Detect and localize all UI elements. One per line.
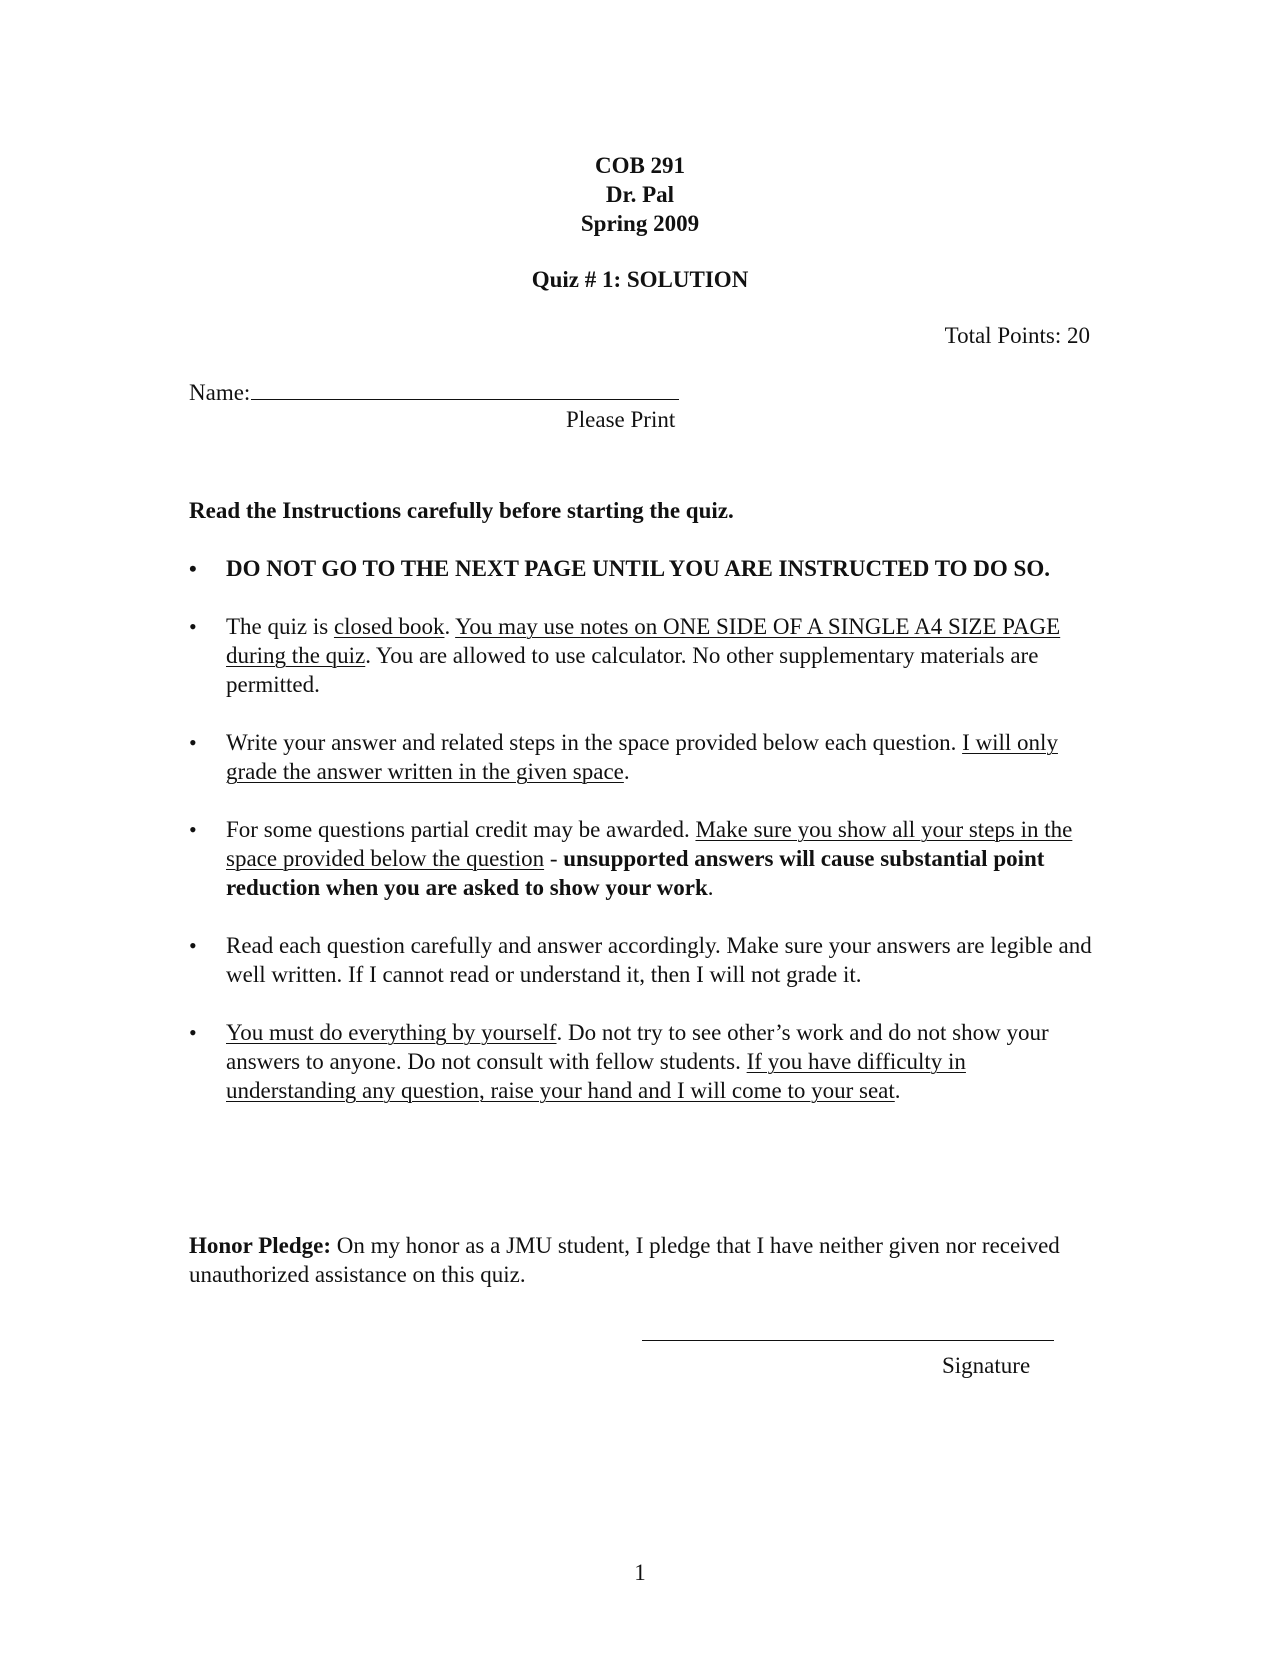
- instruction-text: .: [894, 1078, 901, 1103]
- instruction-text: The quiz is: [226, 614, 334, 639]
- instruction-text: .: [707, 875, 714, 900]
- list-item: [189, 728, 1094, 786]
- instructions-list: [189, 554, 1094, 1134]
- total-points: Total Points: 20: [944, 323, 1090, 348]
- instruction-underline: You must do everything by yourself: [226, 1020, 557, 1045]
- list-item: [189, 815, 1094, 902]
- instruction-text: Write your answer and related steps in the space provided below each question.: [226, 730, 963, 755]
- list-item: [189, 1018, 1094, 1105]
- bullet-icon: •: [189, 556, 197, 581]
- instruction-underline: closed book: [333, 614, 445, 639]
- instruction-underline: Make sure you show all your steps in the space provided below the question: [226, 817, 1073, 871]
- instruction-underline: You may use notes on ONE SIDE OF A SINGLE A4 SIZE PAGE during the quiz: [226, 614, 1061, 668]
- instruction-text: .: [444, 614, 456, 639]
- instruction-text: -: [544, 846, 564, 871]
- bullet-icon: •: [189, 817, 197, 842]
- page-number: 1: [634, 1560, 646, 1585]
- name-row: [189, 377, 679, 407]
- signature-label: Signature: [942, 1353, 1031, 1378]
- name-label: Name:: [189, 380, 251, 405]
- signature-field[interactable]: [642, 1340, 1054, 1341]
- instruction-text: .: [623, 759, 630, 784]
- bullet-icon: •: [189, 614, 197, 639]
- instruction-text: Read each question carefully and answer accordingly. Make sure your answers are legible and well written. If I cannot read or understand it, then I will not grade it.: [226, 933, 1092, 987]
- pledge-label: Honor Pledge:: [189, 1233, 332, 1258]
- instruction-underline: I will only grade the answer written in the given space: [226, 730, 1058, 784]
- list-item: [189, 554, 1094, 583]
- bullet-icon: •: [189, 730, 197, 755]
- list-item: [189, 931, 1094, 989]
- instruction-text: DO NOT GO TO THE NEXT PAGE UNTIL YOU ARE INSTRUCTED TO DO SO.: [226, 556, 1050, 581]
- instruction-text: . You are allowed to use calculator. No other supplementary materials are permitted.: [226, 643, 1039, 697]
- pledge-text: On my honor as a JMU student, I pledge that I have neither given nor received unauthorized assistance on this quiz.: [189, 1233, 1060, 1287]
- please-print-note: Please Print: [566, 407, 676, 432]
- term: Spring 2009: [580, 211, 700, 236]
- honor-pledge: [189, 1231, 1094, 1289]
- quiz-title: Quiz # 1: SOLUTION: [531, 267, 749, 292]
- list-item: [189, 612, 1094, 699]
- instructor-name: Dr. Pal: [605, 182, 675, 207]
- name-field[interactable]: [251, 377, 679, 400]
- course-code: COB 291: [594, 153, 686, 178]
- instruction-text: For some questions partial credit may be awarded.: [226, 817, 696, 842]
- bullet-icon: •: [189, 933, 197, 958]
- instruction-bold: unsupported answers will cause substantial point reduction when you are asked to show your work: [226, 846, 1045, 900]
- course-header: [0, 151, 1280, 238]
- bullet-icon: •: [189, 1020, 197, 1045]
- instruction-text: . Do not try to see other’s work and do not show your answers to anyone. Do not consult with fellow students.: [226, 1020, 1049, 1074]
- instruction-underline: If you have difficulty in understanding any question, raise your hand and I will come to your seat: [226, 1049, 966, 1103]
- instructions-heading: Read the Instructions carefully before starting the quiz.: [189, 498, 734, 523]
